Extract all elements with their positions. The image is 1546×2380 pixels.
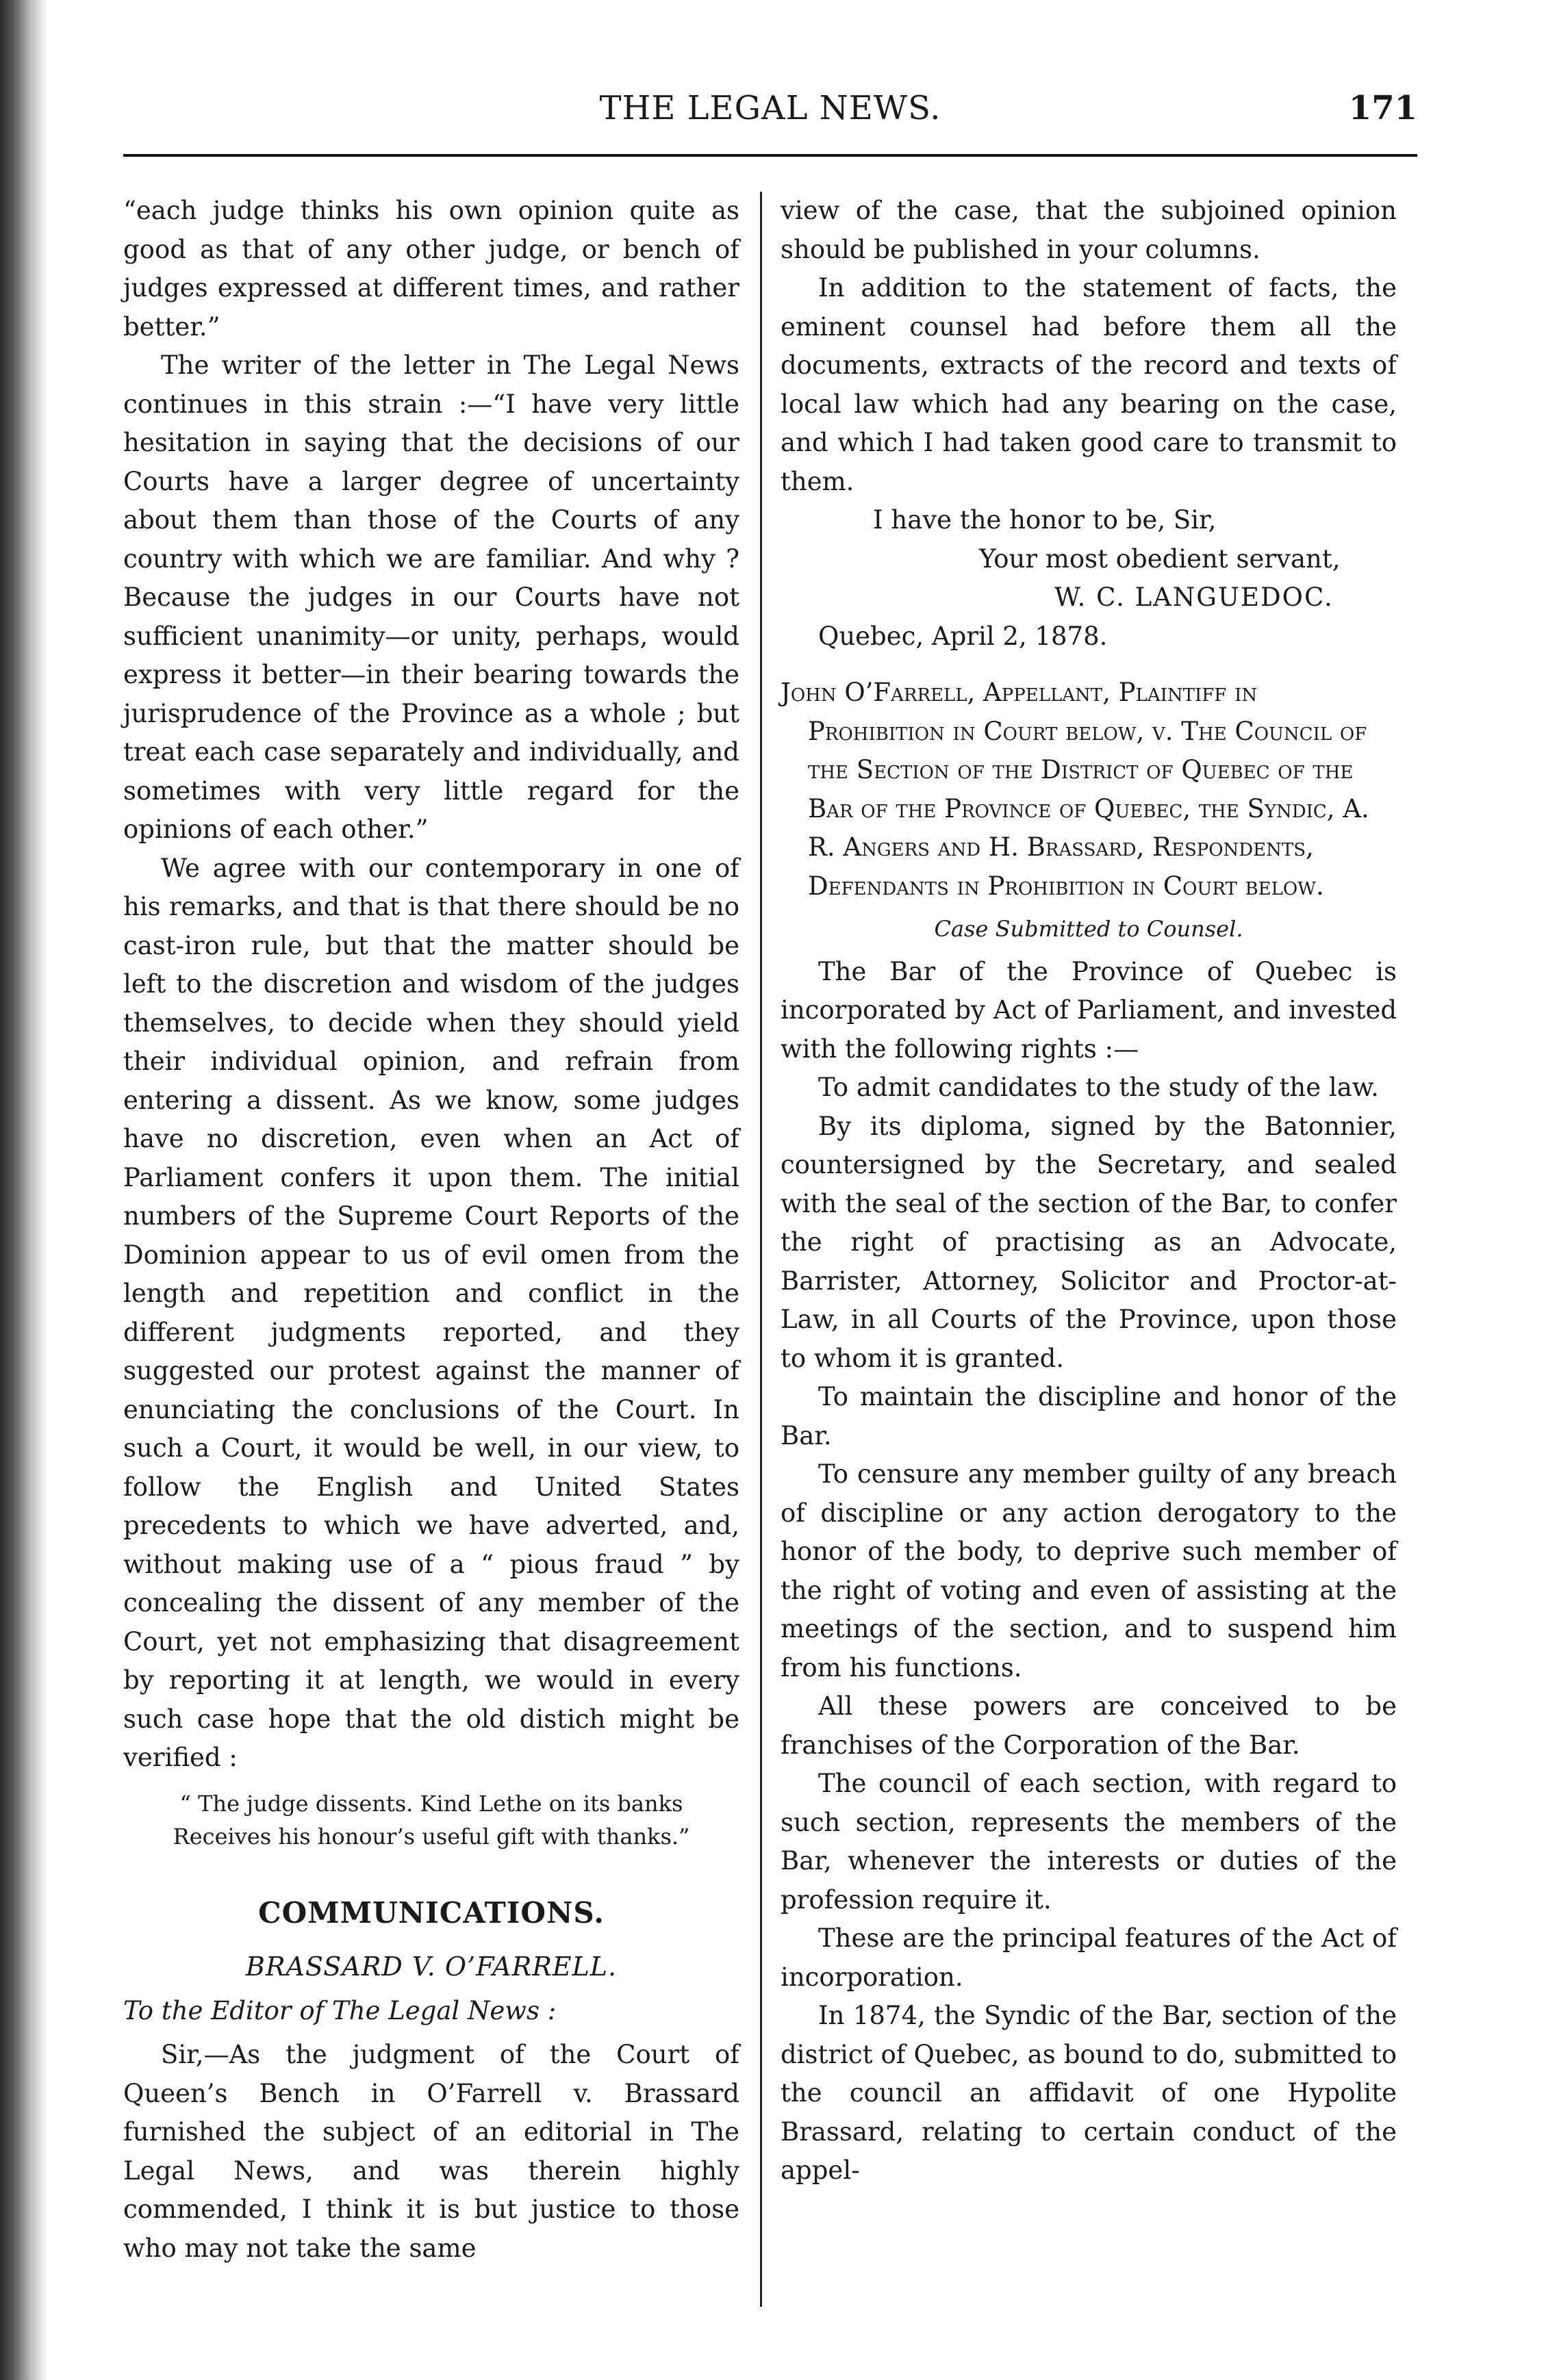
salutation: To the Editor of The Legal News : [123,1995,557,2025]
journal-page [123,82,1417,2263]
paragraph: These are the principal features of the Act of incorporation. [781,1923,1397,1992]
paragraph: The Bar of the Province of Quebec is incorporated by Act of Parliament, and invested with the following rights :— [781,956,1397,1064]
case-heading: BRASSARD V. O’FARRELL. [245,1952,618,1982]
left-column [123,192,739,2268]
right-column [781,192,1397,2190]
running-title: THE LEGAL NEWS. [599,89,941,127]
paragraph: In addition to the statement of facts, the eminent counsel had before them all the documents, extracts of the record and texts of local law which had any bearing on the case, and which I had taken good care to transmit to them. [781,273,1397,496]
case-title: John O’Farrell, Appellant, Plaintiff in Prohibition in Court below, v. The Council of the Section of the District of Quebec of the Bar of the Province of Quebec, the Syndic, A. R. Angers and H. Brassard, Respondents, Defendants in Prohibition in Court below. [781,678,1369,901]
paragraph: To admit candidates to the study of the law. [818,1073,1379,1102]
verse-line: “ The judge dissents. Kind Lethe on its banks [179,1790,683,1817]
paragraph: To maintain the discipline and honor of the Bar. [781,1382,1397,1450]
paragraph: In 1874, the Syndic of the Bar, section of the district of Quebec, as bound to do, submitted to the council an affidavit of one Hypolite Brassard, relating to certain conduct of the appel- [781,2001,1397,2185]
dateline: Quebec, April 2, 1878. [818,621,1108,651]
header-rule [123,154,1417,157]
closing-line: I have the honor to be, Sir, [873,505,1217,535]
paragraph: The council of each section, with regard to such section, represents the members of the Bar, whenever the interests or duties of the profession require it. [781,1769,1397,1915]
page-number: 171 [1348,89,1417,127]
case-submitted-heading: Case Submitted to Counsel. [934,916,1243,942]
column-divider [760,192,762,2307]
paragraph: By its diploma, signed by the Batonnier, countersigned by the Secretary, and sealed with the seal of the section of the Bar, to confer the right of practising as an Advocate, Barrister, Attorney, Solicitor and Proctor-at-Law, in all Courts of the Province, upon those to whom it is granted. [781,1111,1397,1373]
paragraph: “each judge thinks his own opinion quite as good as that of any other judge, or bench of judges expressed at different times, and rather better.” [123,196,739,342]
signature: W. C. LANGUEDOC. [1054,583,1334,612]
paragraph: view of the case, that the subjoined opinion should be published in your columns. [781,196,1397,264]
paragraph: Sir,—As the judgment of the Court of Queen’s Bench in O’Farrell v. Brassard furnished the subject of an editorial in The Legal News, and was therein highly commended, I think it is but justice to those who may not take the same [123,2040,739,2263]
scanned-page-edge [0,0,48,2380]
paragraph: All these powers are conceived to be franchises of the Corporation of the Bar. [781,1691,1397,1760]
paragraph: The writer of the letter in The Legal News continues in this strain :—“I have very little hesitation in saying that the decisions of our Courts have a larger degree of uncertainty about them than those of the Courts of any country with which we are familiar. And why ? Because the judges in our Courts have not sufficient unanimity—or unity, perhaps, would express it better—in their bearing towards the jurisprudence of the Province as a whole ; but treat each case separately and individually, and sometimes with very little regard for the opinions of each other.” [123,350,739,844]
closing-line: Your most obedient servant, [979,543,1341,574]
page-header [123,82,1417,157]
section-heading: COMMUNICATIONS. [258,1895,605,1930]
verse-line: Receives his honour’s useful gift with thanks.” [173,1823,690,1850]
verse-quotation [123,1787,739,1853]
paragraph: To censure any member guilty of any breach of discipline or any action derogatory to the honor of the body, to deprive such member of the right of voting and even of assisting at the meetings of the section, and to suspend him from his functions. [781,1459,1397,1682]
paragraph: We agree with our contemporary in one of his remarks, and that is that there should be no cast-iron rule, but that the matter should be left to the discretion and wisdom of the judges themselves, to decide when they should yield their individual opinion, and refrain from entering a dissent. As we know, some judges have no discretion, even when an Act of Parliament confers it upon them. The initial numbers of the Supreme Court Reports of the Dominion appear to us of evil omen from the length and repetition and conflict in the different judgments reported, and they suggested our protest against the manner of enunciating the conclusions of the Court. In such a Court, it would be well, in our view, to follow the English and United States precedents to which we have adverted, and, without making use of a “ pious fraud ” by concealing the dissent of any member of the Court, yet not emphasizing that disagreement by reporting it at length, we would in every such case hope that the old distich might be verified : [123,853,739,1772]
letter-closing [781,501,1397,617]
